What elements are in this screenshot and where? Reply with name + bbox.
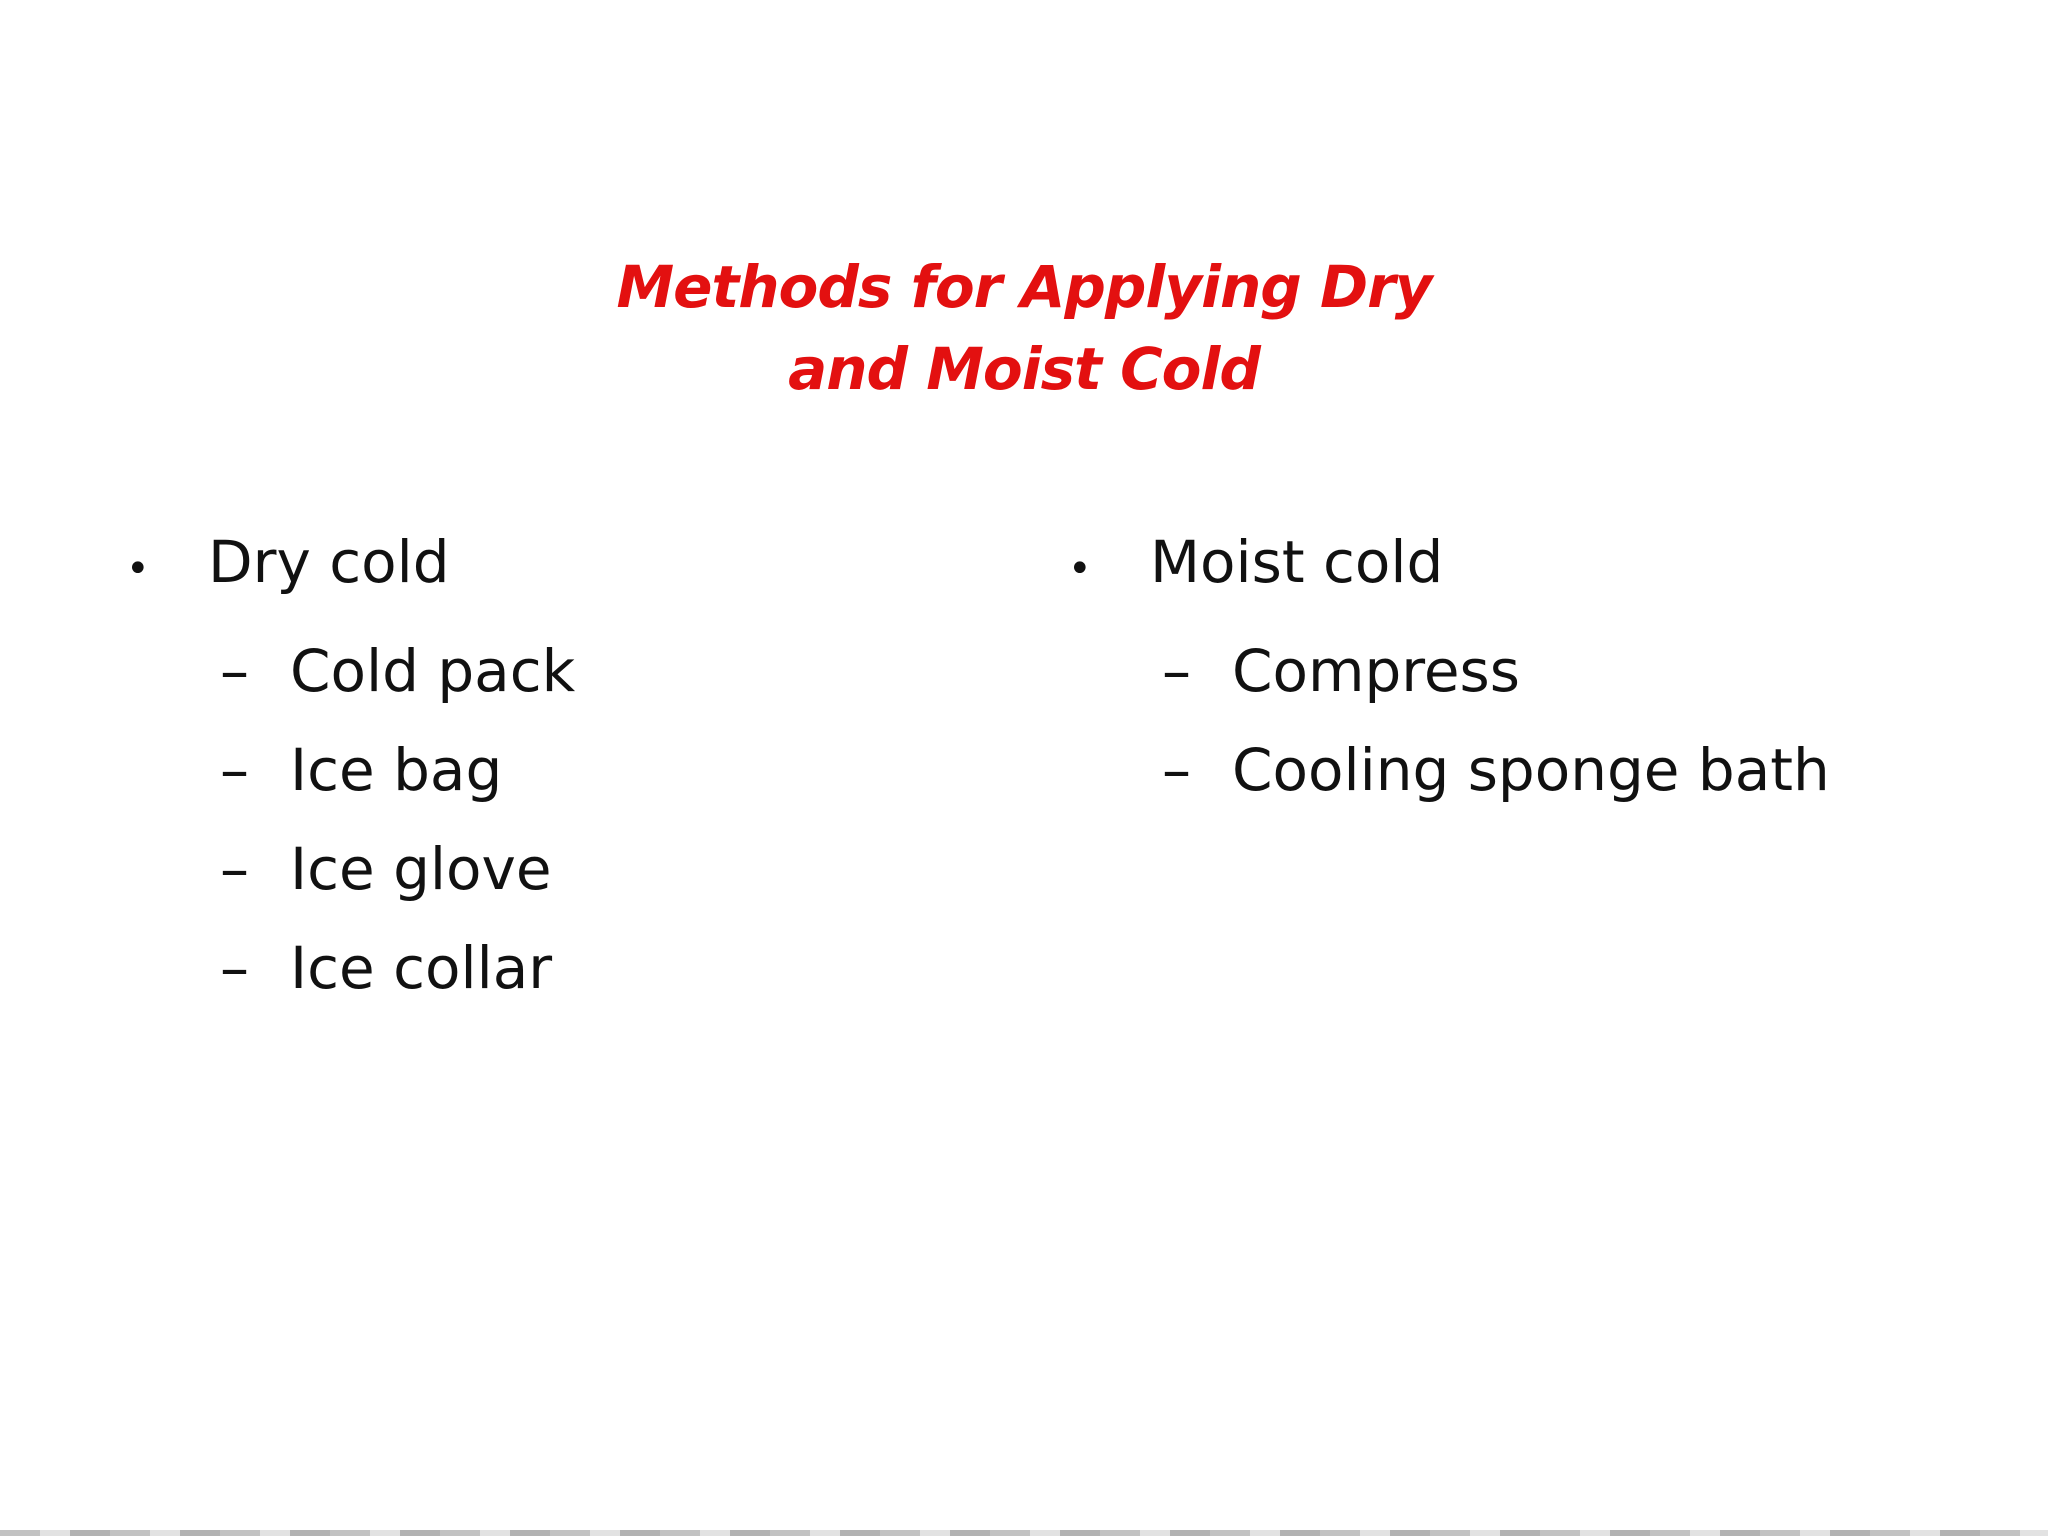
list-item — [120, 721, 1020, 820]
list-item-label: Cooling sponge bath — [1232, 736, 1830, 804]
list-item-label: Cold pack — [290, 637, 576, 705]
list-item — [120, 622, 1020, 721]
bullet-moist-cold — [1062, 522, 1962, 602]
moist-cold-list — [1062, 622, 1962, 820]
list-item-label: Ice bag — [290, 736, 503, 804]
bullet-heading: Dry cold — [208, 528, 450, 596]
title-line-2: and Moist Cold — [788, 335, 1260, 403]
bullet-heading: Moist cold — [1150, 528, 1444, 596]
bottom-edge-strip — [0, 1530, 2048, 1536]
right-column — [1062, 522, 1962, 820]
list-item — [120, 820, 1020, 919]
list-item — [1062, 622, 1962, 721]
list-item-label: Ice glove — [290, 835, 552, 903]
list-item-label: Ice collar — [290, 934, 553, 1002]
bullet-dry-cold — [120, 522, 1020, 602]
dash-icon: – — [1162, 637, 1191, 705]
dash-icon: – — [220, 835, 249, 903]
list-item — [1062, 721, 1962, 820]
dash-icon: – — [220, 736, 249, 804]
dash-icon: – — [220, 934, 249, 1002]
dash-icon: – — [1162, 736, 1191, 804]
slide-title — [0, 246, 2048, 410]
left-column — [120, 522, 1020, 1018]
bullet-dot-icon: • — [1068, 546, 1092, 592]
dash-icon: – — [220, 637, 249, 705]
list-item-label: Compress — [1232, 637, 1520, 705]
list-item — [120, 919, 1020, 1018]
title-line-1: Methods for Applying Dry — [616, 253, 1432, 321]
dry-cold-list — [120, 622, 1020, 1018]
bullet-dot-icon: • — [126, 546, 150, 592]
